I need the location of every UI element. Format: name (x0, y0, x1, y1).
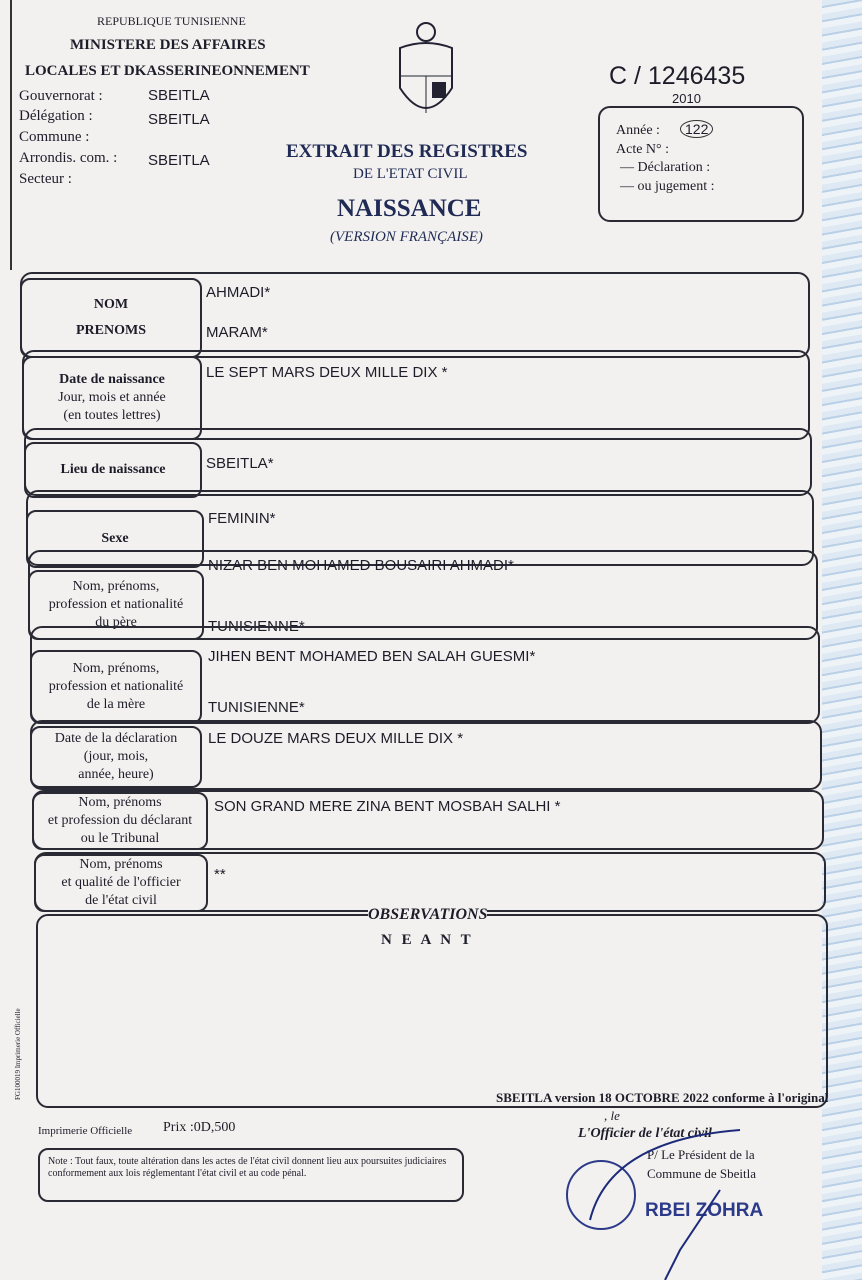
officer-value: ** (214, 866, 226, 883)
birth-place-label: Lieu de naissance (24, 442, 202, 498)
prenoms-label: PRENOMS (76, 323, 146, 338)
acte-number: 122 (680, 120, 713, 138)
mother-label: Nom, prénoms, profession et nationalité de la mère (30, 650, 202, 724)
field-value: SBEITLA (148, 111, 210, 128)
declaration-label: — Déclaration : (620, 160, 711, 175)
reference-number: C / 1246435 (609, 62, 746, 90)
mother-nationality: TUNISIENNE* (208, 699, 305, 716)
annee-label: Année : (616, 123, 660, 138)
field-value: SBEITLA (148, 152, 210, 169)
version-label: (VERSION FRANÇAISE) (330, 229, 483, 245)
le-label: , le (604, 1108, 620, 1123)
officer-title: L'Officier de l'état civil (578, 1126, 712, 1141)
place-date: SBEITLA version 18 OCTOBRE 2022 conforme à l'original (496, 1090, 829, 1105)
birth-date-value: LE SEPT MARS DEUX MILLE DIX * (206, 364, 448, 381)
signatory-stamp: RBEI ZOHRA (645, 1200, 764, 1221)
side-print: FG100019 Imprimerie Officielle (14, 1008, 22, 1100)
field-label: Délégation : (19, 108, 93, 124)
name-label-box (20, 278, 202, 358)
jugement-label: — ou jugement : (620, 179, 715, 194)
legal-note: Note : Tout faux, toute altération dans les actes de l'état civil donnent lieu aux poursuites judiciaires conformement aux lois réglementant l'état civil et au code pénal. (38, 1148, 464, 1202)
sex-label: Sexe (26, 510, 204, 568)
field-label: Gouvernorat : (19, 88, 103, 104)
signature (570, 1120, 770, 1280)
ministry-line-1: MINISTERE DES AFFAIRES (70, 37, 266, 53)
printer-label: Imprimerie Officielle (38, 1125, 133, 1137)
nom-label: NOM (93, 297, 129, 312)
title-line-1: EXTRAIT DES REGISTRES (286, 141, 528, 162)
prenoms-value: MARAM* (206, 324, 268, 341)
father-label: Nom, prénoms, profession et nationalité du père (28, 570, 204, 640)
ministry-line-2: LOCALES ET DKASSERINEONNEMENT (25, 63, 310, 79)
declaration-date-label: Date de la déclaration (jour, mois, année, heure) (30, 726, 202, 788)
birth-date-label: Date de naissance (59, 372, 165, 387)
security-border (822, 0, 862, 1280)
acte-label: Acte N° : (616, 142, 670, 157)
commune-label: Commune de Sbeitla (647, 1166, 757, 1181)
declarant-value: SON GRAND MERE ZINA BENT MOSBAH SALHI * (214, 798, 561, 815)
observations-value: N E A N T (381, 932, 474, 948)
observations-title: OBSERVATIONS (368, 906, 488, 923)
declarant-label: Nom, prénoms et profession du déclarant ou le Tribunal (32, 792, 208, 850)
document-type: NAISSANCE (337, 195, 482, 222)
year-value: 2010 (672, 91, 701, 106)
officer-label: Nom, prénoms et qualité de l'officier de l'état civil (34, 854, 208, 912)
coat-of-arms-emblem (390, 18, 462, 130)
field-label: Commune : (19, 129, 90, 145)
father-value: NIZAR BEN MOHAMED BOUSAIRI AHMADI* (208, 557, 514, 574)
declaration-date-value: LE DOUZE MARS DEUX MILLE DIX * (208, 730, 464, 747)
nom-value: AHMADI* (206, 284, 271, 301)
president-label: P/ Le Président de la (647, 1147, 755, 1162)
left-crease (10, 0, 12, 270)
field-label: Arrondis. com. : (19, 150, 118, 166)
title-line-2: DE L'ETAT CIVIL (353, 166, 468, 182)
birth-place-value: SBEITLA* (206, 455, 274, 472)
sex-value: FEMININ* (208, 510, 276, 527)
birth-date-sublabel: Jour, mois et année (en toutes lettres) (58, 390, 166, 423)
father-nationality: TUNISIENNE* (208, 618, 305, 635)
price-label: Prix :0D,500 (163, 1120, 236, 1135)
republic-heading: REPUBLIQUE TUNISIENNE (97, 14, 246, 28)
field-value: SBEITLA (148, 87, 210, 104)
mother-value: JIHEN BENT MOHAMED BEN SALAH GUESMI* (208, 648, 536, 665)
field-label: Secteur : (19, 171, 72, 187)
